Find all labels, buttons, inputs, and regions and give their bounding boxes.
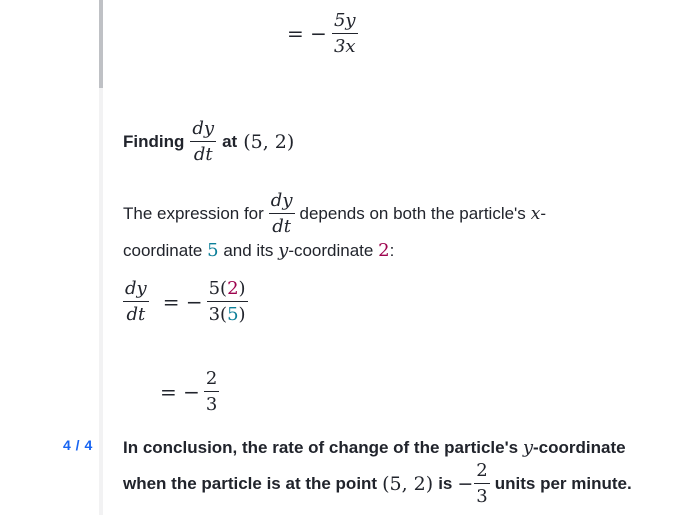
conclusion-text: is: [438, 473, 453, 493]
fraction-bar: [123, 301, 149, 302]
fraction-numerator: dy: [270, 190, 293, 211]
conclusion-text: In conclusion, the rate of change of the particle's: [123, 438, 519, 457]
scroll-thumb[interactable]: [99, 0, 103, 88]
fraction-bar: [474, 483, 489, 484]
conclusion-line-1: [123, 437, 626, 458]
paragraph-derivative-fraction: [269, 190, 295, 237]
y-value: 2: [378, 240, 390, 261]
equation-result: [160, 368, 219, 415]
fraction-numerator: dy: [125, 278, 147, 299]
point-value: (5, 2): [382, 472, 434, 495]
variable-y: y: [522, 437, 534, 458]
heading-derivative-fraction: [190, 118, 216, 165]
fraction-numerator: 5y: [333, 10, 356, 31]
fraction-numerator: 2: [476, 460, 488, 481]
heading-point: (5, 2): [243, 130, 295, 153]
rhs-fraction: [207, 278, 248, 325]
fraction-denominator: 3x: [333, 36, 356, 58]
fraction-denominator: dt: [126, 304, 146, 326]
conclusion-text: -coordinate: [533, 438, 626, 457]
section-heading: [123, 118, 294, 165]
fraction-bar: [207, 301, 248, 302]
equals-minus: = −: [160, 379, 200, 404]
paragraph-line-2: [123, 240, 394, 261]
variable-x: x: [530, 203, 541, 224]
conclusion-text: units per minute.: [494, 473, 632, 493]
fraction-denominator: 3: [205, 394, 218, 416]
fraction-bar: [332, 33, 358, 34]
fraction-numerator: 2: [205, 368, 218, 389]
fraction-denominator: dt: [272, 216, 292, 238]
hyphen: -: [540, 203, 547, 223]
y-value: 2: [227, 278, 239, 299]
x-value: 5: [207, 240, 219, 261]
equals-minus: = −: [162, 289, 203, 314]
fraction-denominator: dt: [193, 144, 213, 166]
conclusion-text: when the particle is at the point: [123, 473, 378, 493]
x-value: 5: [227, 304, 239, 326]
result-fraction: [204, 368, 219, 415]
answer-fraction: [474, 460, 489, 507]
paragraph-text: coordinate: [123, 241, 203, 260]
paragraph-text: The expression for: [123, 203, 264, 223]
fraction-denominator: 3: [476, 486, 488, 508]
fraction-bar: [269, 213, 295, 214]
lhs-derivative-fraction: [123, 278, 149, 325]
fraction-numerator: 5(2): [208, 278, 246, 299]
equation-result-simplified: [287, 10, 358, 57]
heading-suffix: at: [222, 131, 238, 151]
fraction-bar: [204, 391, 219, 392]
heading-prefix: Finding: [123, 131, 185, 151]
fraction-numerator: dy: [192, 118, 215, 139]
step-counter: 4 / 4: [63, 437, 93, 453]
paragraph-text: -coordinate: [288, 241, 374, 260]
equals-minus: = −: [287, 21, 327, 46]
colon: :: [389, 241, 395, 260]
paragraph-text: and its: [223, 241, 274, 260]
fraction-denominator: 3(5): [208, 304, 246, 326]
fraction: [332, 10, 358, 57]
paragraph-line-1: [123, 190, 546, 237]
minus-sign: −: [457, 472, 474, 495]
variable-y: y: [278, 240, 289, 261]
equation-substitution: [123, 278, 248, 325]
paragraph-text: depends on both the particle's: [299, 203, 526, 223]
fraction-bar: [190, 141, 216, 142]
conclusion-line-2: [123, 460, 632, 507]
